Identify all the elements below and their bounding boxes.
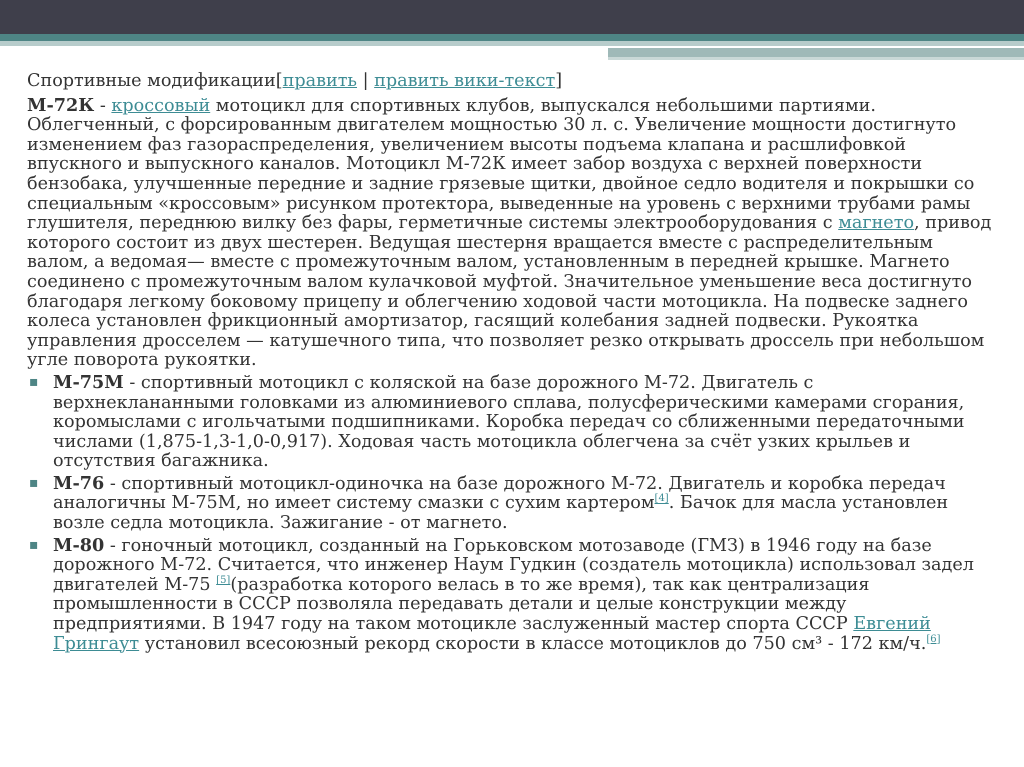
m72k-paragraph: [27, 96, 999, 371]
m72k-dash: -: [94, 95, 112, 116]
edit-separator: |: [357, 71, 375, 91]
m80-text-c: установил всесоюзный рекорд скорости в классе мотоциклов до 750 см³ - 172 км/ч.: [139, 633, 927, 654]
bullet-icon: ▪: [29, 373, 39, 390]
gringaut-link[interactable]: Евгений Грингаут: [53, 614, 931, 654]
cross-link[interactable]: кроссовый: [111, 95, 211, 116]
m76-text-b: . Бачок для масла установлен возле седла мотоцикла. Зажигание - от магнето.: [53, 493, 949, 534]
list-item-m75m: [27, 373, 999, 472]
m76-name: М-76: [53, 472, 105, 494]
header-band-step: [608, 48, 1024, 57]
m80-text-a: - гоночный мотоцикл, созданный на Горьковском мотозаводе (ГМЗ) в 1946 году на базе дорожного М-72. Считается, что инженер Наум Гудкин (создатель мотоцикла) использовал задел двигателей М-75: [53, 535, 974, 595]
section-heading: [27, 72, 999, 92]
slide-body: [27, 72, 999, 654]
header-band-dark: [0, 0, 1024, 34]
m72k-text-a: мотоцикл для спортивных клубов, выпускался небольшими партиями. Облегченный, с форсированным двигателем мощностью 30 л. с. Увеличение мощности достигнуто изменением фаз газораспределения, увеличением высоты подъема клапана и расшлифовкой впускного и выпускного каналов. Мотоцикл М-72К имеет забор воздуха с верхней поверхности бензобака, улучшенные передние и задние грязевые щитки, двойное седло водителя и покрышки со специальным «кроссовым» рисунком протектора, выведенные на уровень с верхними трубами рамы глушителя, переднюю вилку без фары, герметичные системы электрооборудования с: [27, 95, 975, 234]
bullet-icon: ▪: [29, 536, 39, 553]
m76-text-a: - спортивный мотоцикл-одиночка на базе дорожного М-72. Двигатель и коробка передач аналогичны М-75М, но имеет систему смазки с сухим картером: [53, 473, 946, 514]
list-item-m80: [27, 536, 999, 655]
magneto-link[interactable]: магнето: [838, 213, 915, 234]
edit-wiki-text-link[interactable]: править вики-текст: [374, 71, 556, 91]
models-list: [27, 373, 999, 654]
m72k-text-b: , привод которого состоит из двух шестерен. Ведущая шестерня вращается вместе с распределительным валом, а ведомая— вместе с промежуточным валом, установленным в передней крышке. Магнето соединено с промежуточным валом кулачковой муфтой. Значительное уменьшение веса достигнуто благодаря легкому боковому прицепу и облегчению ходовой части мотоцикла. На подвеске заднего колеса установлен фрикционный амортизатор, гасящий колебания задней подвески. Рукоятка управления дросселем — катушечного типа, что позволяет резко открывать дроссель при небольшом угле поворота рукоятки.: [27, 213, 992, 371]
bullet-icon: ▪: [29, 474, 39, 491]
m75m-name: М-75М: [53, 371, 124, 393]
reference-link-6[interactable]: [6]: [926, 633, 941, 645]
header-band-step-light: [608, 57, 1024, 60]
reference-link-5[interactable]: [5]: [216, 574, 231, 586]
section-title-suffix: ]: [555, 71, 563, 91]
edit-link[interactable]: править: [282, 71, 358, 91]
m80-name: М-80: [53, 534, 105, 556]
header-band-teal: [0, 34, 1024, 41]
m80-text-b: (разработка которого велась в то же время), так как централизация промышленности в СССР позволяла передавать детали и целые конструкции между предприятиями. В 1947 году на таком мотоцикле заслуженный мастер спорта СССР: [53, 574, 870, 635]
list-item-m76: [27, 474, 999, 534]
section-title: Спортивные модификации[: [27, 71, 283, 91]
m72k-name: М-72К: [27, 94, 95, 116]
m75m-text: - спортивный мотоцикл с коляской на базе дорожного М-72. Двигатель с верхнеклананными головками из алюминиевого сплава, полусферическими камерами сгорания, коромыслами с игольчатыми подшипниками. Коробка передач со сближенными передаточными числами (1,875-1,3-1,0-0,917). Ходовая часть мотоцикла облегчена за счёт узких крыльев и отсутствия багажника.: [53, 372, 965, 472]
reference-link-4[interactable]: [4]: [654, 493, 669, 505]
